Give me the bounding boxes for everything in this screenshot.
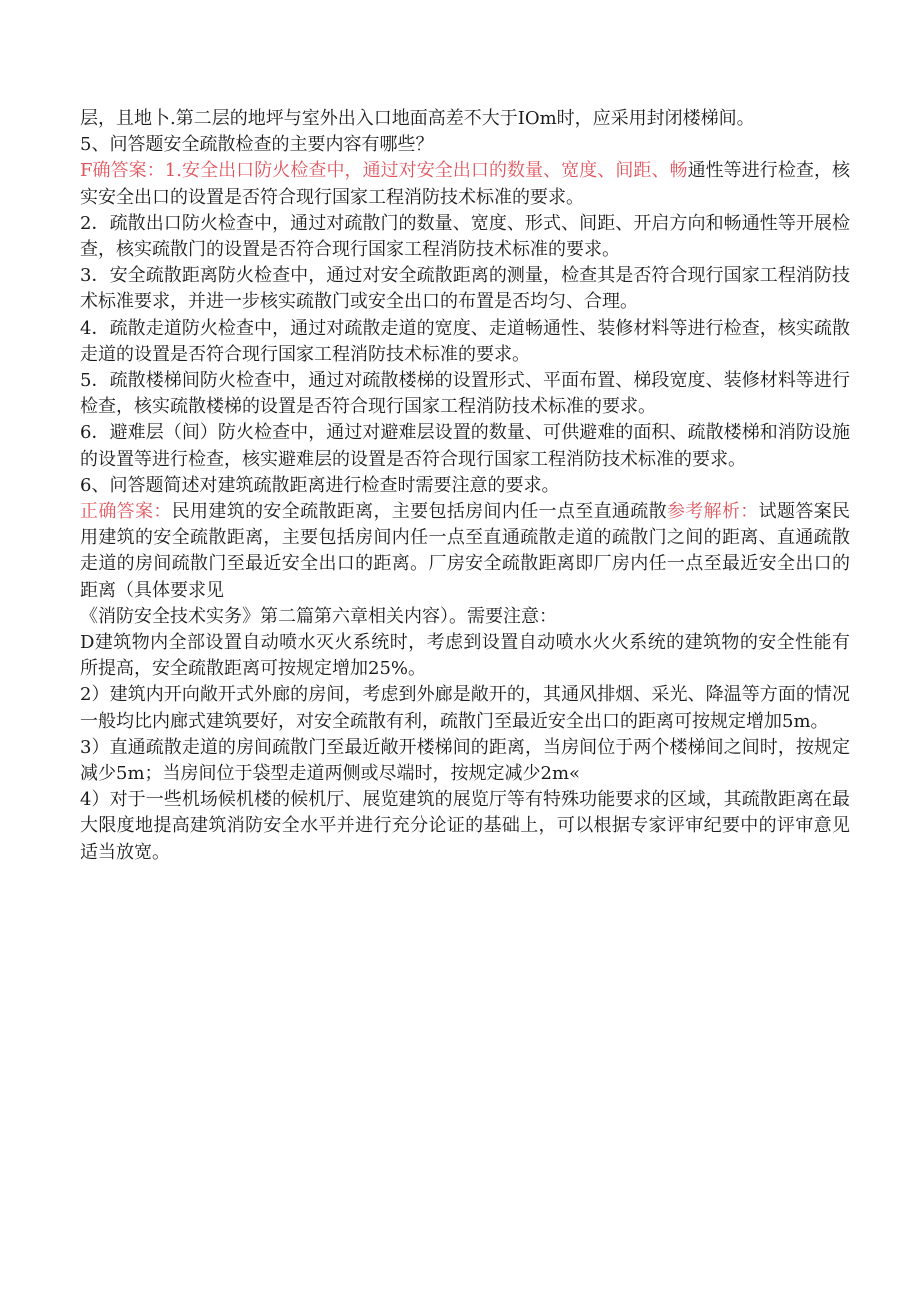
- intro-line: 层，且地卜.第二层的地坪与室外出入口地面高差不大于IOm时，应采用封闭楼梯间。: [80, 108, 755, 129]
- answer-text: 民用建筑的安全疏散距离，主要包括房间内任一点至直通疏散: [171, 501, 667, 523]
- answer-5-item-5: 5．疏散楼梯间防火检查中，通过对疏散楼梯的设置形式、平面布置、梯段宽度、装修材料等进行检查，核实疏散楼梯的设置是否符合现行国家工程消防技术标准的要求。: [80, 370, 850, 418]
- note-4: 4）对于一些机场候机楼的候机厅、展览建筑的展览厅等有特殊功能要求的区域，其疏散距离在最大限度地提高建筑消防安全水平并进行充分论证的基础上，可以根据专家评审纪要中的评审意见适当放宽。: [80, 789, 850, 863]
- answer-label: 正确答案：: [80, 501, 172, 523]
- analysis-text: 试题答案民用建筑的安全疏散距离，主要包括房间内任一点至直通疏散走道的疏散门之间的距离、直通疏散走道的房间疏散门至最近安全出口的距离。厂房安全疏散距离即厂房内任一点至最近安全出口的距离（具体要求见: [80, 501, 851, 601]
- note-2: 2）建筑内开向敞开式外廊的房间，考虑到外廊是敞开的，其通风排烟、采光、降温等方面的情况一般均比内廊式建筑要好，对安全疏散有利，疏散门至最近安全出口的距离可按规定增加5m。: [80, 684, 850, 732]
- answer-label: F确答案：: [80, 160, 165, 182]
- document-body: [80, 106, 850, 866]
- answer-5: [80, 158, 850, 210]
- answer-5-item-3: 3．安全疏散距离防火检查中，通过对安全疏散距离的测量，检查其是否符合现行国家工程消防技术标准要求，并进一步核实疏散门或安全出口的布置是否均匀、合理。: [80, 265, 850, 313]
- analysis-label: 参考解析：: [666, 501, 759, 523]
- answer-5-item-4: 4．疏散走道防火检查中，通过对疏散走道的宽度、走道畅通性、装修材料等进行检查，核实疏散走道的设置是否符合现行国家工程消防技术标准的要求。: [80, 317, 850, 365]
- note-1: D建筑物内全部设置自动喷水灭火系统时，考虑到设置自动喷水火火系统的建筑物的安全性能有所提高，安全疏散距离可按规定增加25%。: [80, 632, 850, 680]
- answer-6: [80, 499, 850, 604]
- question-5: 5、问答题安全疏散检查的主要内容有哪些？: [80, 134, 434, 156]
- reference-line: 《消防安全技术实务》第二篇第六章相关内容）。需要注意：: [80, 605, 557, 627]
- answer-5-item-6: 6．避难层（间）防火检查中，通过对避难层设置的数量、可供避难的面积、疏散楼梯和消防设施的设置等进行检查，核实避难层的设置是否符合现行国家工程消防技术标准的要求。: [80, 422, 850, 470]
- answer-5-item-2: 2．疏散出口防火检查中，通过对疏散门的数量、宽度、形式、间距、开启方向和畅通性等开展检查，核实疏散门的设置是否符合现行国家工程消防技术标准的要求。: [80, 212, 850, 261]
- note-3: 3）直通疏散走道的房间疏散门至最近敞开楼梯间的距离，当房间位于两个楼梯间之间时，按规定减少5m；当房间位于袋型走道两侧或尽端时，按规定减少2m«: [80, 736, 850, 785]
- answer-text: 通性等进行检查，核实安全出口的设置是否符合现行国家工程消防技术标准的要求。: [80, 160, 851, 208]
- answer-highlight: 1.安全出口防火检查中，通过对安全出口的数量、宽度、间距、畅: [164, 160, 688, 182]
- question-6: 6、问答题简述对建筑疏散距离进行检查时需要注意的要求。: [80, 474, 560, 496]
